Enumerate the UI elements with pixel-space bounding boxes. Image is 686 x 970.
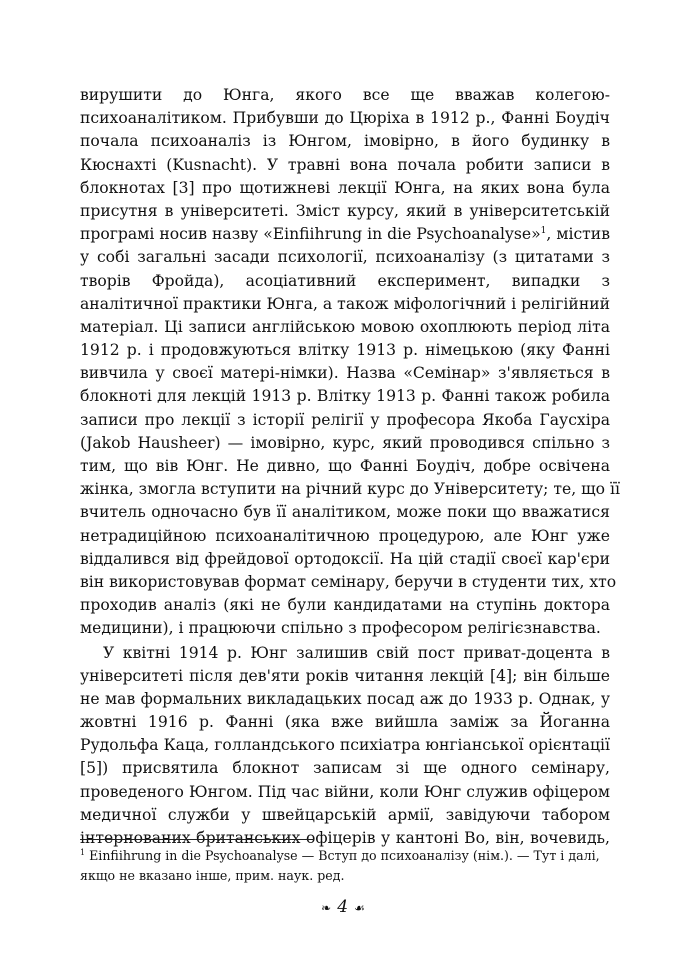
text-line: він використовував формат семінару, беручи в студенти тих, хто xyxy=(80,572,617,591)
right-ornament-icon: ☙ xyxy=(354,900,365,915)
text-line: університеті після дев'яти років читання лекцій [4]; він більше xyxy=(80,666,610,685)
footnote-text: Einfiihrung in die Psychoanalyse — Вступ до психоаналізу (нім.). — Тут і далі, xyxy=(85,848,600,863)
text-line: інтернованих британських офіцерів у кантоні Во, він, вочевидь, xyxy=(80,829,610,847)
text-line: не мав формальних викладацьких посад аж до 1933 р. Однак, у xyxy=(80,689,610,708)
paragraph-1 xyxy=(80,84,620,641)
page-number-footer xyxy=(0,895,686,920)
text-line: блокноті для лекцій 1913 р. Влітку 1913 р. Фанні також робила xyxy=(80,387,610,406)
text-line: жовтні 1916 р. Фанні (яка вже вийшла заміж за Йоганна xyxy=(80,713,610,732)
paragraph-2 xyxy=(80,642,610,851)
footnote xyxy=(80,846,610,886)
text-line: аналітичної практики Юнга, а також міфологічний і релігійний xyxy=(80,294,610,313)
text-line: вивчила у своєї матері-німки). Назва «Семінар» з'являється в xyxy=(80,364,610,383)
text-line: (Jakob Hausheer) — імовірно, курс, який проводився спільно з xyxy=(80,433,610,452)
page-number: 4 xyxy=(337,897,349,917)
footnote-line xyxy=(80,846,610,866)
text-line: вирушити до Юнга, якого все ще вважав колегою- xyxy=(80,86,610,104)
text-line-with-footnote xyxy=(80,223,610,246)
text-segment: програмі носив назву «Einfiihrung in die Psychoanalyse» xyxy=(80,225,541,244)
text-line: жінка, змогла вступити на річний курс до Університету; те, що її xyxy=(80,480,620,499)
footnote-separator xyxy=(80,839,314,840)
text-line: вчитель одночасно був її аналітиком, може поки що вважатися xyxy=(80,503,610,522)
footnote-reference[interactable]: 1 xyxy=(540,225,547,236)
text-line: У квітні 1914 р. Юнг залишив свій пост приват-доцента в xyxy=(103,643,610,662)
text-line: Кюснахті (Kusnacht). У травні вона почала робити записи в xyxy=(80,155,610,174)
text-line: проведеного Юнгом. Під час війни, коли Юнг служив офіцером xyxy=(80,782,610,801)
text-line: матеріал. Ці записи англійською мовою охоплюють період літа xyxy=(80,317,610,336)
text-line: віддалився від фрейдової ортодоксії. На цій стадії своєї кар'єри xyxy=(80,549,610,568)
text-segment: , містив xyxy=(546,225,610,244)
text-line: проходив аналіз (які не були кандидатами на ступінь доктора xyxy=(80,596,610,615)
text-line: медицини), і працюючи спільно з професором релігієзнавства. xyxy=(80,619,601,638)
footnote-line: якщо не вказано інше, прим. наук. ред. xyxy=(80,868,345,883)
text-line: нетрадиційною психоаналітичною процедурою, але Юнг уже xyxy=(80,526,610,545)
text-line: записи про лекції з історії релігії у професора Якоба Гаусхіра xyxy=(80,410,610,429)
text-line: медичної служби у швейцарській армії, завідуючи табором xyxy=(80,805,610,824)
text-line: почала психоаналіз із Юнгом, імовірно, в його будинку в xyxy=(80,132,610,151)
text-line: 1912 р. і продовжуються влітку 1913 р. німецькою (яку Фанні xyxy=(80,341,610,360)
text-line: творів Фройда), асоціативний експеримент, випадки з xyxy=(80,271,610,290)
text-line: у собі загальні засади психології, психоаналізу (з цитатами з xyxy=(80,248,610,267)
text-line: [5]) присвятила блокнот записам зі ще одного семінару, xyxy=(80,759,610,778)
text-line: Рудольфа Каца, голландського психіатра юнгіанської орієнтації xyxy=(80,736,610,755)
text-line: блокнотах [3] про щотижневі лекції Юнга, на яких вона була xyxy=(80,178,610,197)
text-line: тим, що вів Юнг. Не дивно, що Фанні Боудіч, добре освічена xyxy=(80,457,610,475)
text-line: психоаналітиком. Прибувши до Цюріха в 1912 р., Фанні Боудіч xyxy=(80,109,610,128)
footnote-mark: 1 xyxy=(80,847,86,857)
left-ornament-icon: ❧ xyxy=(321,900,332,915)
main-text xyxy=(80,84,620,850)
text-line: присутня в університеті. Зміст курсу, який в університетській xyxy=(80,201,610,220)
